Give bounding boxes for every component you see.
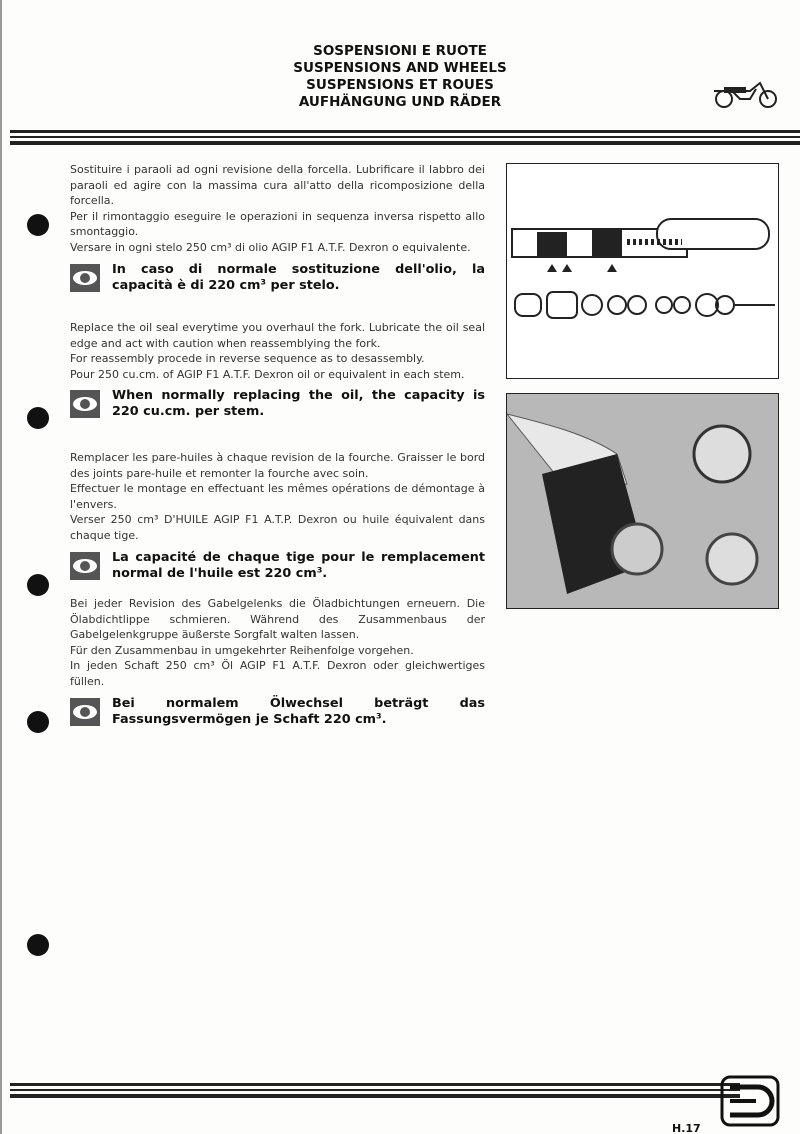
- note-text: La capacité de chaque tige pour le remplacement normal de l'huile est 220 cm³.: [112, 549, 485, 581]
- page-title: [250, 43, 550, 111]
- paragraph: Verser 250 cm³ D'HUILE AGIP F1 A.T.P. Dexron ou huile équivalent dans chaque tige.: [70, 513, 485, 542]
- header-rule: [10, 141, 800, 145]
- scan-edge: [0, 0, 2, 1134]
- binder-hole: [27, 711, 49, 733]
- title-fr: SUSPENSIONS ET ROUES: [306, 77, 494, 93]
- note-text: When normally replacing the oil, the capacity is 220 cu.cm. per stem.: [112, 388, 485, 420]
- note: [70, 696, 485, 728]
- paragraph: Remplacer les pare-huiles à chaque revision de la fourche. Graisser le bord des joints pare-huile et remonter la fourche avec soin.: [70, 451, 485, 480]
- binder-hole: [27, 407, 49, 429]
- paragraph: Effectuer le montage en effectuant les mêmes opérations de démontage à l'envers.: [70, 482, 485, 511]
- eye-icon: [70, 264, 100, 292]
- binder-hole: [27, 574, 49, 596]
- paragraph: Versare in ogni stelo 250 cm³ di olio AGIP F1 A.T.F. Dexron o equivalente.: [70, 240, 471, 254]
- footer-rule: [10, 1094, 740, 1098]
- note-text: Bei normalem Ölwechsel beträgt das Fassungsvermögen je Schaft 220 cm³.: [112, 695, 485, 727]
- title-de: AUFHÄNGUNG UND RÄDER: [298, 94, 502, 110]
- paragraph: Bei jeder Revision des Gabelgelenks die Öladbichtungen erneuern. Die Ölabdichtlippe schmieren. Während des Zusammenbaus der Gabelgelenkgruppe äußerste Sorgfalt walten lassen.: [70, 597, 485, 642]
- footer-rule: [10, 1083, 740, 1086]
- paragraph: In jeden Schaft 250 cm³ Öl AGIP F1 A.T.F. Dexron oder gleichwertiges füllen.: [70, 659, 485, 688]
- paragraph: Per il rimontaggio eseguire le operazioni in sequenza inversa rispetto allo smontaggio.: [70, 209, 485, 239]
- eye-icon: [70, 698, 100, 726]
- section-english: [70, 320, 485, 420]
- section-german: [70, 596, 485, 728]
- title-en: SUSPENSIONS AND WHEELS: [293, 60, 507, 76]
- paragraph: Für den Zusammenbau in umgekehrter Reihenfolge vorgehen.: [70, 643, 414, 657]
- note-text: In caso di normale sostituzione dell'olio, la capacità è di 220 cm³ per stelo.: [112, 261, 485, 293]
- header-rule: [10, 130, 800, 133]
- paragraph: For reassembly procede in reverse sequence as to desassembly.: [70, 352, 425, 366]
- section-italian: [70, 162, 485, 294]
- note: [70, 388, 485, 420]
- motorcycle-icon: [710, 75, 782, 109]
- note: [70, 262, 485, 294]
- footer-rule: [10, 1089, 740, 1091]
- title-it: SOSPENSIONI E RUOTE: [313, 43, 487, 59]
- fork-parts-figure: [506, 163, 779, 379]
- note: [70, 550, 485, 582]
- paragraph: Replace the oil seal everytime you overhaul the fork. Lubricate the oil seal edge and act with caution when reassemblying the fork.: [70, 321, 485, 350]
- paragraph: Pour 250 cu.cm. of AGIP F1 A.T.F. Dexron oil or equivalent in each stem.: [70, 367, 465, 381]
- binder-hole: [27, 214, 49, 236]
- page-number: H.17: [672, 1122, 701, 1134]
- section-french: [70, 450, 485, 582]
- eye-icon: [70, 552, 100, 580]
- header-rule: [10, 136, 800, 138]
- binder-hole: [27, 934, 49, 956]
- eye-icon: [70, 390, 100, 418]
- paragraph: Sostituire i paraoli ad ogni revisione della forcella. Lubrificare il labbro dei paraoli ed agire con la massima cura all'atto della ricomposizione della forcella.: [70, 163, 485, 208]
- brand-logo: [720, 1075, 780, 1127]
- fork-oil-seal-photo: [506, 393, 779, 609]
